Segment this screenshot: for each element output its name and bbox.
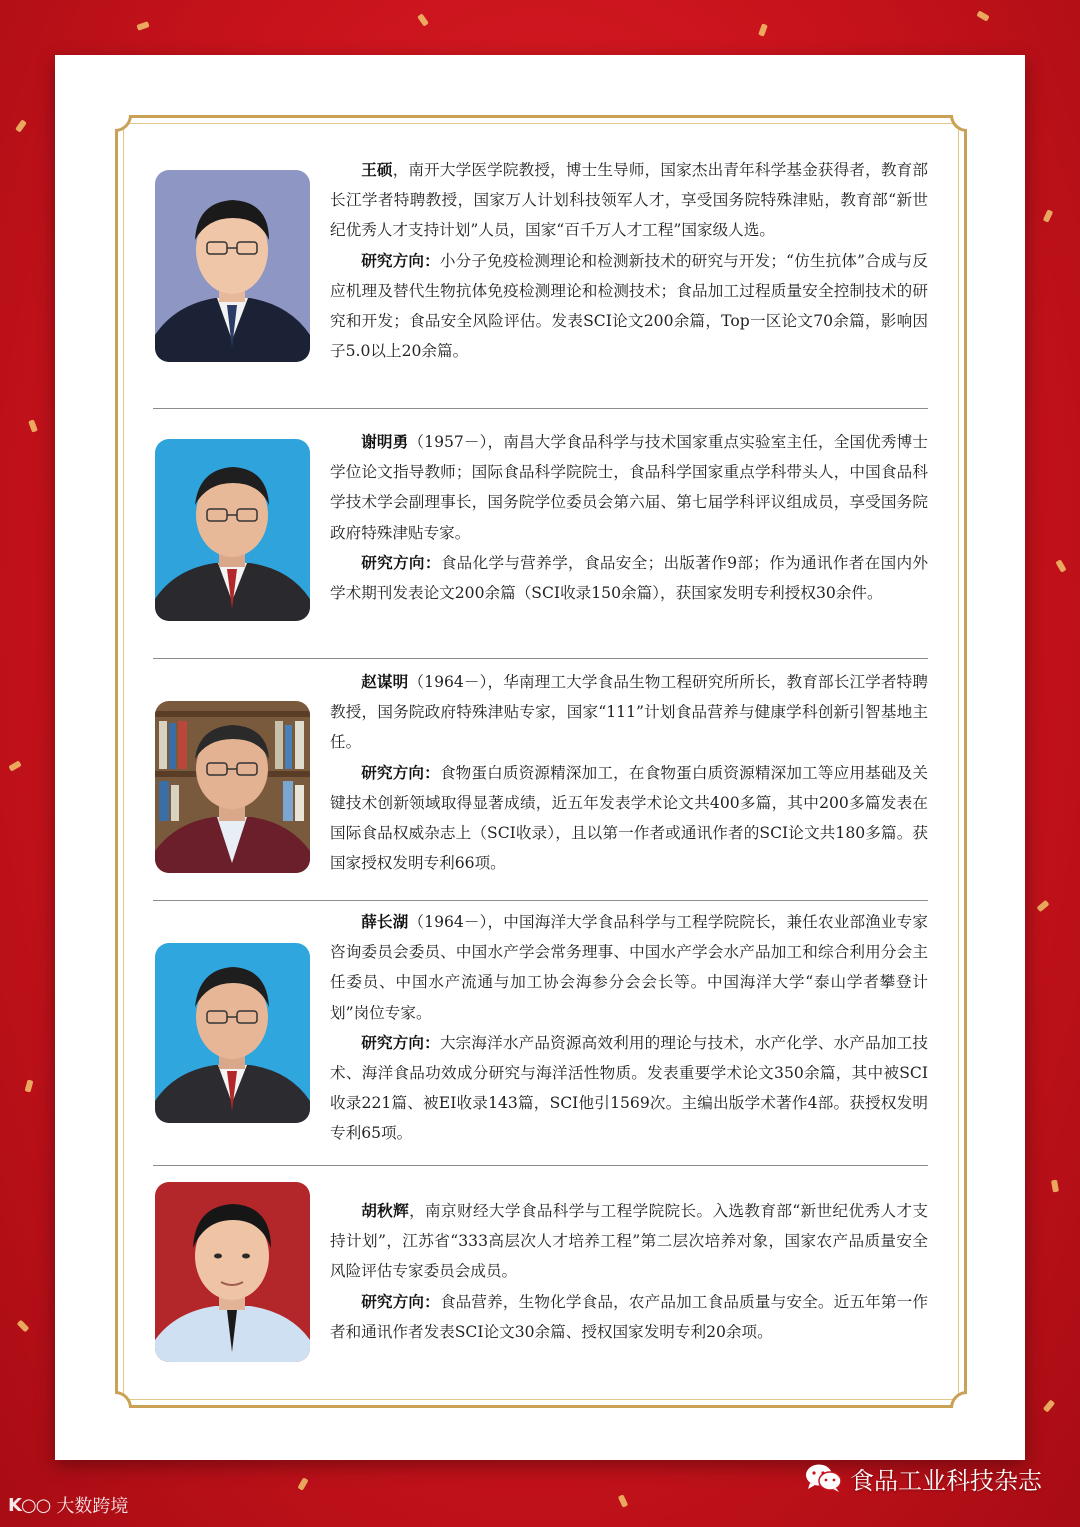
- research-label: 研究方向：: [361, 762, 440, 782]
- person-name: 薛长湖: [361, 912, 409, 931]
- profile-intro: 薛长湖（1964－），中国海洋大学食品科学与工程学院院长，兼任农业部渔业专家咨询委员会委员、中国水产学会常务理事、中国水产学会水产品加工和综合利用分会主任委员、中国水产流通与加工协会海参分会会长等。中国海洋大学“泰山学者攀登计划”岗位专家。: [330, 912, 928, 1022]
- portrait-photo: [155, 170, 310, 362]
- portrait-photo: [155, 1182, 310, 1362]
- profile-text: [330, 427, 928, 608]
- person-name: 谢明勇: [361, 432, 409, 451]
- profile-entry: [153, 1166, 928, 1376]
- site-name: 大数跨境: [56, 1496, 129, 1517]
- research-label: 研究方向：: [361, 1291, 440, 1311]
- profile-entry: [153, 150, 928, 408]
- profile-research: 研究方向：食品营养，生物化学食品，农产品加工食品质量与安全。近五年第一作者和通讯作者发表SCI论文30余篇、授权国家发明专利20余项。: [330, 1291, 928, 1341]
- site-logo: K○○: [8, 1494, 51, 1516]
- profile-intro: 谢明勇（1957－），南昌大学食品科学与技术国家重点实验室主任，全国优秀博士学位论文指导教师；国际食品科学院院士，食品科学国家重点学科带头人，中国食品科学技术学会副理事长，国务院学位委员会第六届、第七届学科评议组成员，享受国务院政府特殊津贴专家。: [330, 432, 928, 542]
- profile-text: [330, 1196, 928, 1347]
- profile-text: [330, 907, 928, 1149]
- publisher-name: 食品工业科技杂志: [850, 1466, 1042, 1495]
- profile-text: [330, 667, 928, 878]
- portrait-photo: [155, 701, 310, 873]
- profile-intro: 赵谋明（1964－），华南理工大学食品生物工程研究所所长，教育部长江学者特聘教授，国务院政府特殊津贴专家，国家“111”计划食品营养与健康学科创新引智基地主任。: [330, 672, 928, 752]
- profile-entry: [153, 901, 928, 1165]
- profile-intro: 胡秋辉，南京财经大学食品科学与工程学院院长。入选教育部“新世纪优秀人才支持计划”，江苏省“333高层次人才培养工程”第二层次培养对象，国家农产品质量安全风险评估专家委员会成员。: [330, 1201, 928, 1281]
- site-watermark: [8, 1492, 128, 1518]
- publisher-watermark: [804, 1461, 1042, 1495]
- research-label: 研究方向：: [361, 552, 441, 572]
- profile-entry: [153, 409, 928, 658]
- wechat-icon: [804, 1463, 842, 1493]
- profile-entry: [153, 659, 928, 900]
- profile-research: 研究方向：食物蛋白质资源精深加工，在食物蛋白质资源精深加工等应用基础及关键技术创新领域取得显著成绩，近五年发表学术论文共400多篇，其中200多篇发表在国际食品权威杂志上（SCI收录），且以第一作者或通讯作者的SCI论文共180多篇。获国家授权发明专利66项。: [330, 762, 928, 873]
- profile-intro: 王硕，南开大学医学院教授，博士生导师，国家杰出青年科学基金获得者，教育部长江学者特聘教授，国家万人计划科技领军人才，享受国务院特殊津贴，教育部“新世纪优秀人才支持计划”人员，国家“百千万人才工程”国家级人选。: [330, 160, 928, 240]
- person-name: 王硕: [361, 160, 393, 179]
- portrait-photo: [155, 439, 310, 621]
- profile-research: 研究方向：小分子免疫检测理论和检测新技术的研究与开发；“仿生抗体”合成与反应机理及替代生物抗体免疫检测理论和检测技术；食品加工过程质量安全控制技术的研究和开发；食品安全风险评估。发表SCI论文200余篇，Top一区论文70余篇，影响因子5.0以上20余篇。: [330, 250, 928, 361]
- profile-research: 研究方向：大宗海洋水产品资源高效利用的理论与技术，水产化学、水产品加工技术、海洋食品功效成分研究与海洋活性物质。发表重要学术论文350余篇，其中被SCI收录221篇、被EI收录143篇，SCI他引1569次。主编出版学术著作4部。获授权发明专利65项。: [330, 1032, 928, 1143]
- research-label: 研究方向：: [361, 250, 440, 270]
- person-name: 胡秋辉: [361, 1201, 410, 1220]
- profile-text: [330, 155, 928, 366]
- profile-research: 研究方向：食品化学与营养学，食品安全；出版著作9部；作为通讯作者在国内外学术期刊发表论文200余篇（SCI收录150余篇），获国家发明专利授权30余件。: [330, 552, 928, 603]
- profile-list: [153, 150, 928, 1376]
- portrait-photo: [155, 943, 310, 1123]
- person-name: 赵谋明: [361, 672, 409, 691]
- research-label: 研究方向：: [361, 1032, 440, 1052]
